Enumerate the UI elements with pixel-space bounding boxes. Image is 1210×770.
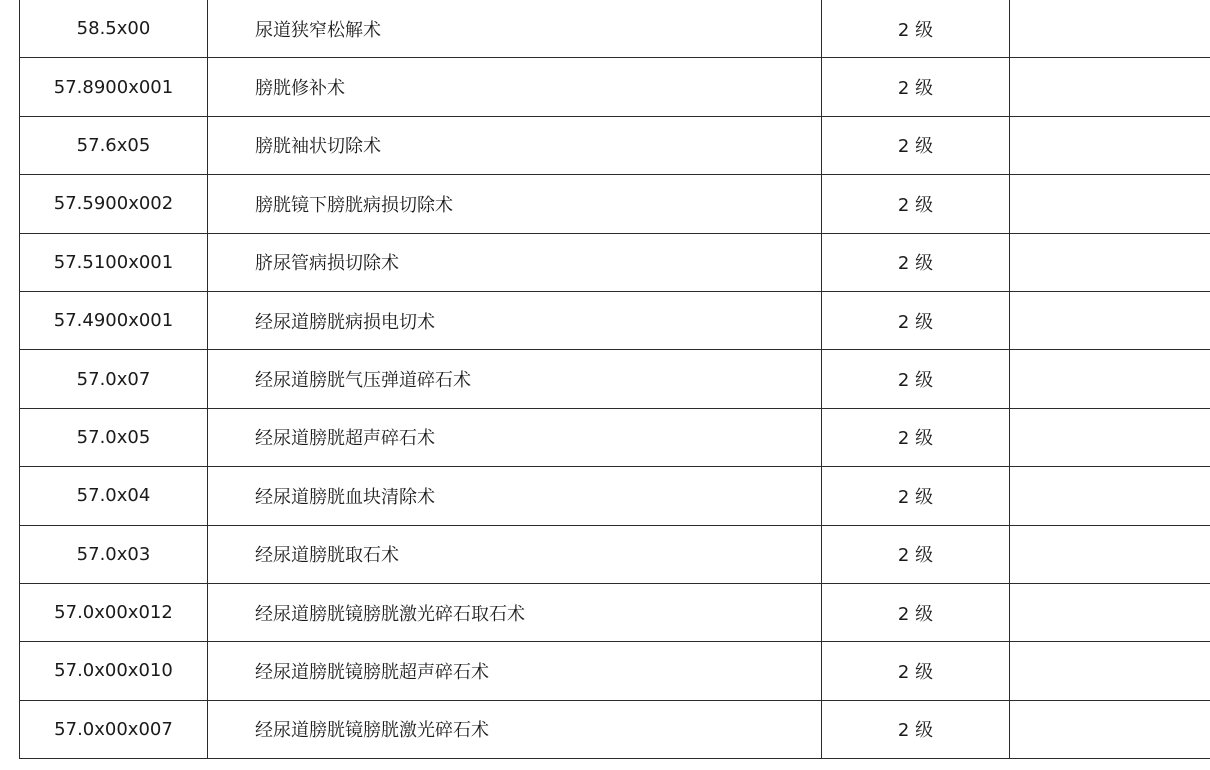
procedure-code-cell: 57.0x04 xyxy=(20,467,208,525)
procedure-name-cell: 经尿道膀胱镜膀胱激光碎石术 xyxy=(208,700,822,758)
procedure-level-cell: 2 级 xyxy=(822,116,1010,174)
procedure-level-cell: 2 级 xyxy=(822,408,1010,466)
procedure-note-cell xyxy=(1010,583,1210,641)
procedure-code-cell: 57.4900x001 xyxy=(20,291,208,349)
procedure-level-cell: 2 级 xyxy=(822,700,1010,758)
procedure-code-cell: 57.0x07 xyxy=(20,350,208,408)
procedure-note-cell xyxy=(1010,0,1210,58)
table-row xyxy=(20,0,1210,58)
table-row xyxy=(20,408,1210,466)
procedure-name-cell: 经尿道膀胱取石术 xyxy=(208,525,822,583)
table-row xyxy=(20,642,1210,700)
procedure-name-cell: 尿道狭窄松解术 xyxy=(208,0,822,58)
procedure-level-cell: 2 级 xyxy=(822,642,1010,700)
procedure-level-cell: 2 级 xyxy=(822,525,1010,583)
procedure-code-cell: 58.5x00 xyxy=(20,0,208,58)
procedure-note-cell xyxy=(1010,350,1210,408)
procedure-level-cell: 2 级 xyxy=(822,467,1010,525)
procedure-code-cell: 57.8900x001 xyxy=(20,58,208,116)
procedure-note-cell xyxy=(1010,116,1210,174)
procedure-name-cell: 膀胱镜下膀胱病损切除术 xyxy=(208,175,822,233)
procedure-level-cell: 2 级 xyxy=(822,350,1010,408)
table-row xyxy=(20,350,1210,408)
table-row xyxy=(20,233,1210,291)
procedure-code-cell: 57.0x00x012 xyxy=(20,583,208,641)
procedure-name-cell: 经尿道膀胱气压弹道碎石术 xyxy=(208,350,822,408)
procedure-code-cell: 57.0x03 xyxy=(20,525,208,583)
procedure-note-cell xyxy=(1010,642,1210,700)
procedure-note-cell xyxy=(1010,233,1210,291)
procedure-note-cell xyxy=(1010,700,1210,758)
procedure-note-cell xyxy=(1010,525,1210,583)
table-row xyxy=(20,116,1210,174)
procedure-name-cell: 经尿道膀胱病损电切术 xyxy=(208,291,822,349)
table-row xyxy=(20,58,1210,116)
procedure-level-cell: 2 级 xyxy=(822,58,1010,116)
procedure-note-cell xyxy=(1010,58,1210,116)
procedure-table-body xyxy=(20,0,1210,759)
procedure-name-cell: 经尿道膀胱镜膀胱超声碎石术 xyxy=(208,642,822,700)
procedure-code-cell: 57.0x00x007 xyxy=(20,700,208,758)
procedure-name-cell: 经尿道膀胱血块清除术 xyxy=(208,467,822,525)
procedure-code-cell: 57.5100x001 xyxy=(20,233,208,291)
procedure-name-cell: 经尿道膀胱镜膀胱激光碎石取石术 xyxy=(208,583,822,641)
procedure-name-cell: 脐尿管病损切除术 xyxy=(208,233,822,291)
procedure-note-cell xyxy=(1010,408,1210,466)
procedure-table xyxy=(19,0,1210,759)
procedure-note-cell xyxy=(1010,291,1210,349)
procedure-code-cell: 57.0x05 xyxy=(20,408,208,466)
table-row xyxy=(20,291,1210,349)
procedure-note-cell xyxy=(1010,467,1210,525)
procedure-name-cell: 膀胱修补术 xyxy=(208,58,822,116)
table-row xyxy=(20,525,1210,583)
procedure-note-cell xyxy=(1010,175,1210,233)
procedure-level-cell: 2 级 xyxy=(822,291,1010,349)
procedure-name-cell: 膀胱袖状切除术 xyxy=(208,116,822,174)
procedure-name-cell: 经尿道膀胱超声碎石术 xyxy=(208,408,822,466)
table-row xyxy=(20,175,1210,233)
procedure-level-cell: 2 级 xyxy=(822,583,1010,641)
procedure-level-cell: 2 级 xyxy=(822,175,1010,233)
procedure-code-cell: 57.6x05 xyxy=(20,116,208,174)
procedure-level-cell: 2 级 xyxy=(822,0,1010,58)
procedure-code-cell: 57.5900x002 xyxy=(20,175,208,233)
table-row xyxy=(20,467,1210,525)
procedure-code-cell: 57.0x00x010 xyxy=(20,642,208,700)
procedure-level-cell: 2 级 xyxy=(822,233,1010,291)
table-row xyxy=(20,583,1210,641)
table-row xyxy=(20,700,1210,758)
